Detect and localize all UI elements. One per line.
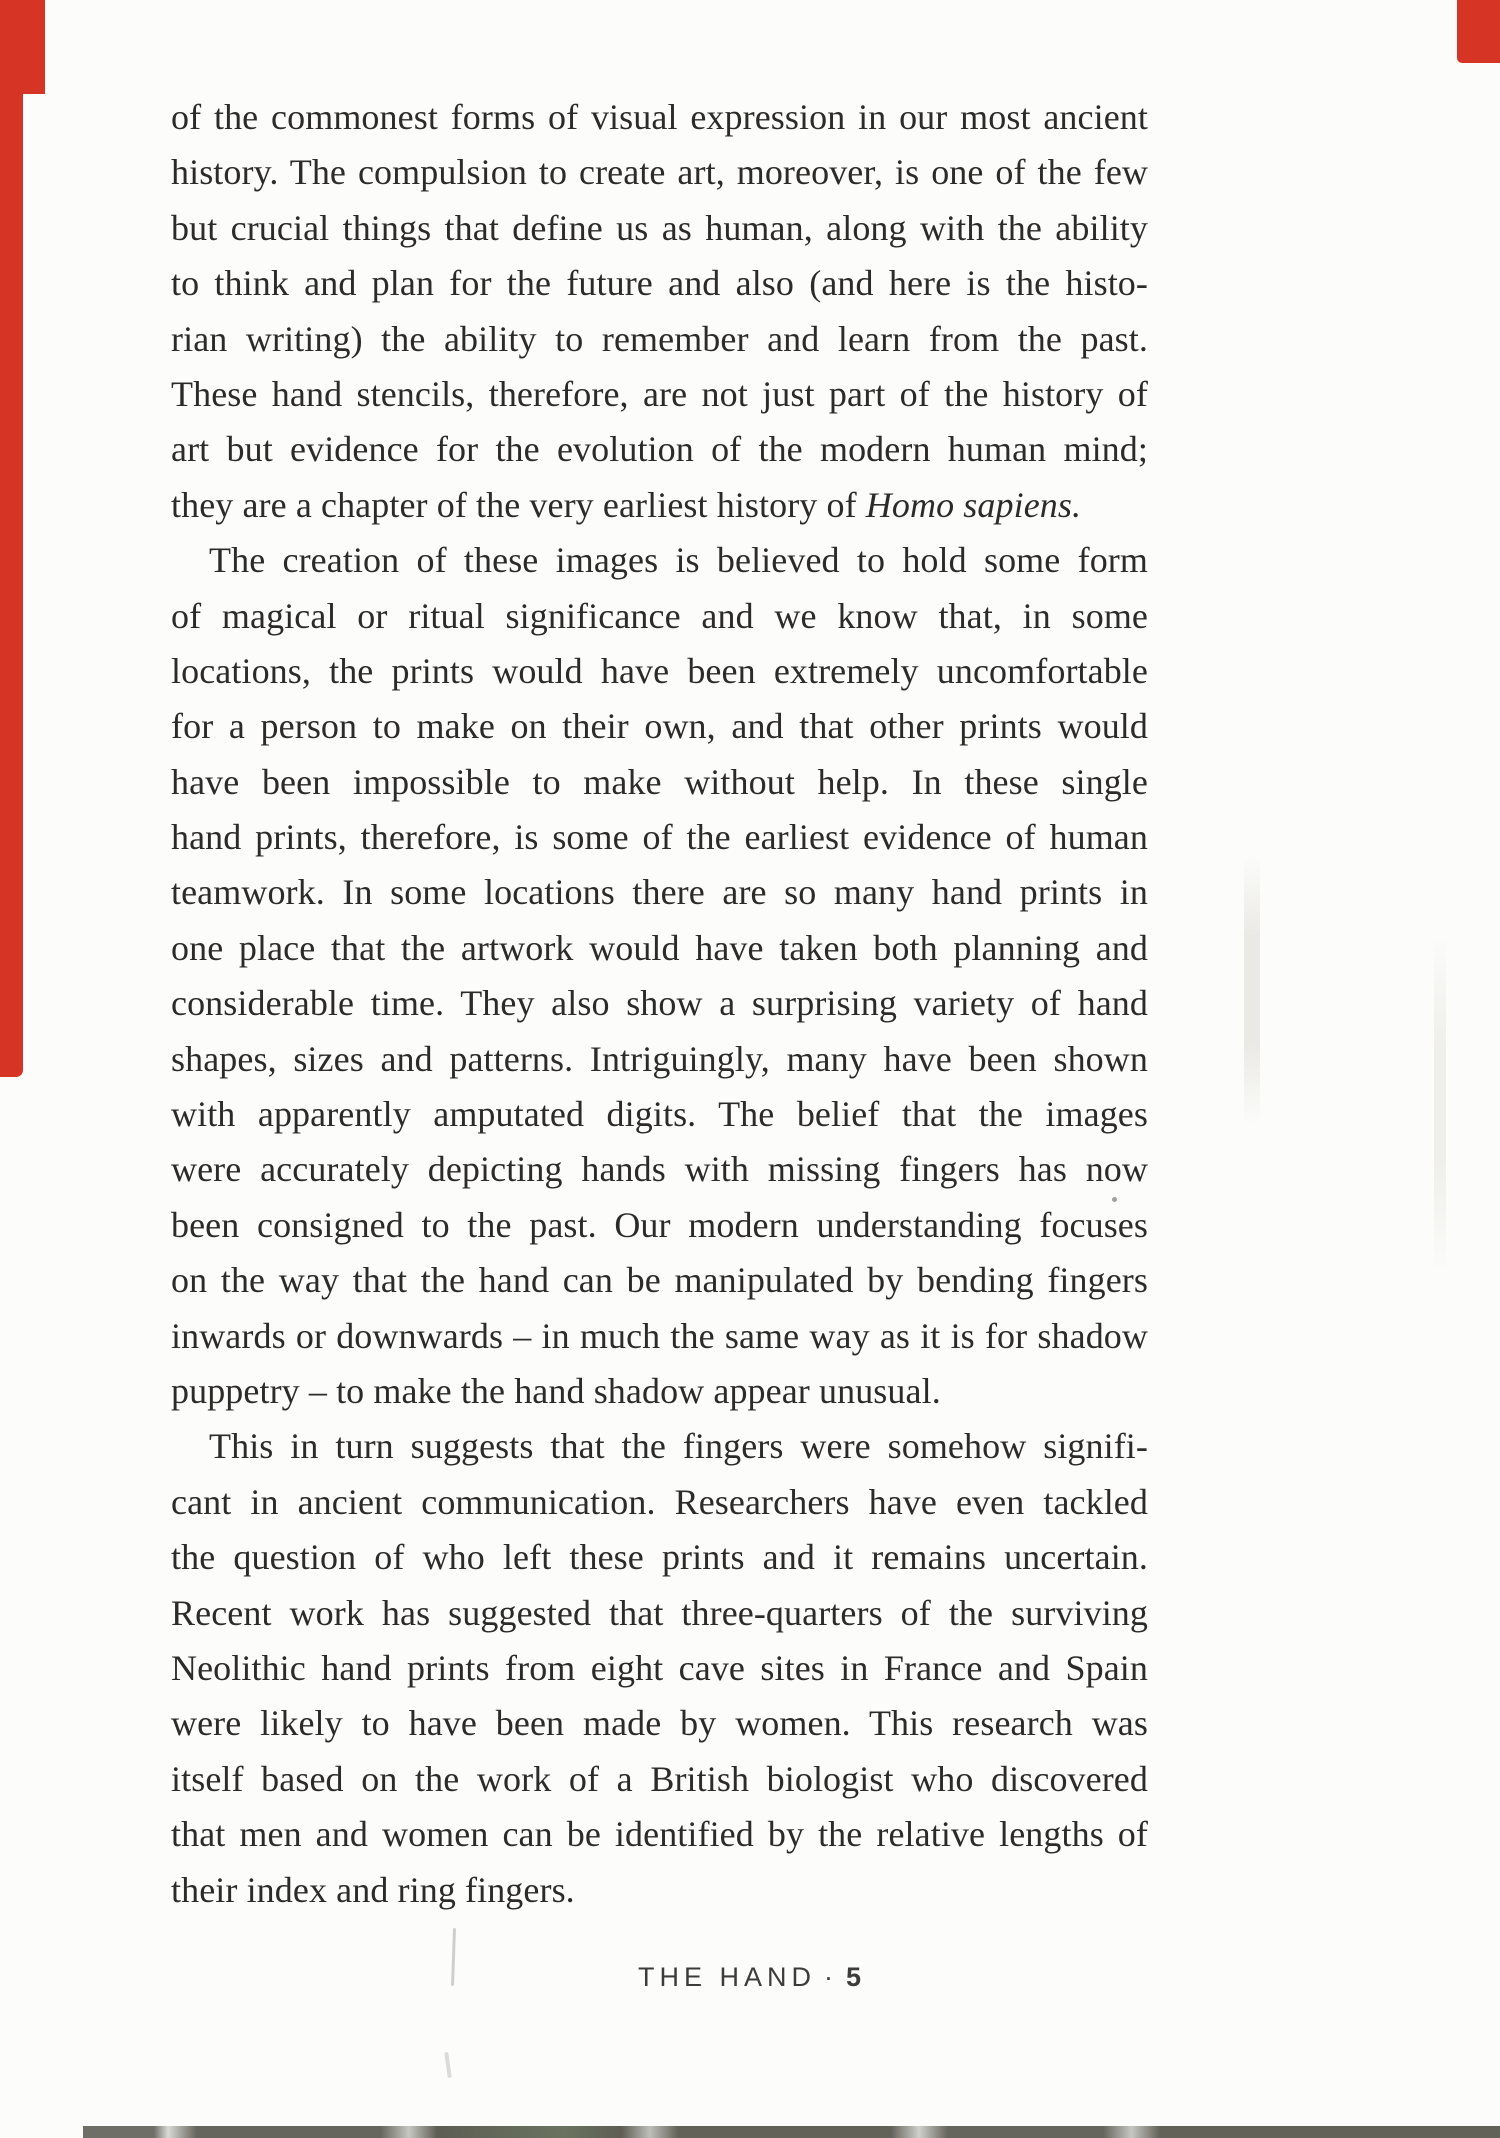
text-line: [171, 699, 1148, 754]
text-segment: they are a chapter of the very earliest history of: [171, 484, 866, 525]
text-line: [171, 1475, 1148, 1530]
footer-page-number: 5: [845, 1962, 863, 1992]
text-line: [171, 1087, 1148, 1142]
text-segment: cant in ancient communication. Researchers have even tackled: [171, 1481, 1148, 1522]
text-segment: Neolithic hand prints from eight cave sites in France and Spain: [171, 1647, 1148, 1688]
text-line: [171, 865, 1148, 920]
text-line: [171, 1807, 1148, 1862]
text-line: [171, 1530, 1148, 1585]
text-segment: of the commonest forms of visual expression in our most ancient: [171, 97, 1148, 137]
text-segment: The creation of these images is believed to hold some form: [209, 540, 1148, 581]
text-segment: were likely to have been made by women. This research was: [171, 1703, 1148, 1744]
text-segment: rian writing) the ability to remember and learn from the past.: [171, 318, 1148, 359]
scanner-bottom-band: [83, 2126, 1500, 2138]
text-line: [171, 367, 1148, 422]
text-segment: to think and plan for the future and also (and here is the histo-: [171, 263, 1148, 304]
text-line: [171, 90, 1148, 145]
text-segment: art but evidence for the evolution of the modern human mind;: [171, 429, 1148, 470]
text-segment: of magical or ritual significance and we know that, in some: [171, 595, 1148, 636]
text-line: [171, 1752, 1148, 1807]
text-line: [171, 1198, 1148, 1253]
text-line: [171, 921, 1148, 976]
text-line: [171, 312, 1148, 367]
footer-separator: ·: [823, 1962, 838, 1992]
text-line: [171, 1253, 1148, 1308]
text-block: [171, 90, 1148, 1918]
text-segment: that men and women can be identified by the relative lengths of: [171, 1814, 1148, 1855]
scan-shadow-streak: [1434, 935, 1446, 1275]
text-segment: shapes, sizes and patterns. Intriguingly, many have been shown: [171, 1038, 1148, 1079]
text-segment: but crucial things that define us as human, along with the ability: [171, 207, 1148, 248]
text-segment: locations, the prints would have been extremely uncomfortable: [171, 650, 1148, 691]
text-line: [171, 1032, 1148, 1087]
text-line: [171, 1419, 1148, 1474]
text-segment: one place that the artwork would have taken both planning and: [171, 927, 1148, 968]
text-segment: the question of who left these prints and it remains uncertain.: [171, 1537, 1148, 1578]
text-segment: Recent work has suggested that three-quarters of the surviving: [171, 1592, 1148, 1633]
book-cover-edge-left-strip: [0, 93, 23, 1077]
text-line: [171, 256, 1148, 311]
italic-text-segment: Homo sapiens.: [865, 484, 1082, 525]
text-segment: history. The compulsion to create art, moreover, is one of the few: [171, 152, 1148, 193]
footer-section-title: THE HAND: [637, 1962, 816, 1992]
text-segment: on the way that the hand can be manipulated by bending fingers: [171, 1260, 1148, 1301]
text-segment: been consigned to the past. Our modern understanding focuses: [171, 1204, 1148, 1245]
text-line: [171, 1142, 1148, 1197]
text-line: [171, 1364, 1148, 1419]
text-segment: for a person to make on their own, and that other prints would: [171, 706, 1148, 747]
text-line: [171, 589, 1148, 644]
text-line: [171, 533, 1148, 588]
text-segment: puppetry – to make the hand shadow appear unusual.: [171, 1370, 941, 1411]
text-line: [171, 755, 1148, 810]
text-segment: considerable time. They also show a surprising variety of hand: [171, 983, 1148, 1024]
text-segment: This in turn suggests that the fingers were somehow signifi-: [209, 1426, 1148, 1467]
text-segment: with apparently amputated digits. The belief that the images: [171, 1094, 1148, 1135]
text-segment: itself based on the work of a British biologist who discovered: [171, 1758, 1148, 1799]
text-segment: These hand stencils, therefore, are not just part of the history of: [171, 373, 1148, 414]
scan-smudge: [444, 2052, 452, 2078]
text-line: [171, 976, 1148, 1031]
page-footer: [0, 1962, 1500, 1993]
text-line: [171, 1586, 1148, 1641]
text-line: [171, 1641, 1148, 1696]
scan-shadow-streak: [1244, 855, 1260, 1125]
text-segment: teamwork. In some locations there are so many hand prints in: [171, 872, 1148, 913]
text-line: [171, 478, 1148, 533]
book-cover-edge-top-right: [1457, 0, 1500, 63]
text-line: [171, 422, 1148, 477]
text-line: [171, 201, 1148, 256]
text-line: [171, 1696, 1148, 1751]
text-line: [171, 145, 1148, 200]
text-segment: their index and ring fingers.: [171, 1869, 575, 1910]
text-line: [171, 644, 1148, 699]
text-segment: have been impossible to make without help. In these single: [171, 761, 1148, 802]
text-segment: hand prints, therefore, is some of the earliest evidence of human: [171, 817, 1148, 858]
text-segment: were accurately depicting hands with missing fingers has now: [171, 1149, 1148, 1190]
text-line: [171, 1309, 1148, 1364]
text-line: [171, 810, 1148, 865]
book-cover-edge-top-left: [0, 0, 45, 94]
text-segment: inwards or downwards – in much the same way as it is for shadow: [171, 1315, 1148, 1356]
text-line: [171, 1863, 1148, 1918]
